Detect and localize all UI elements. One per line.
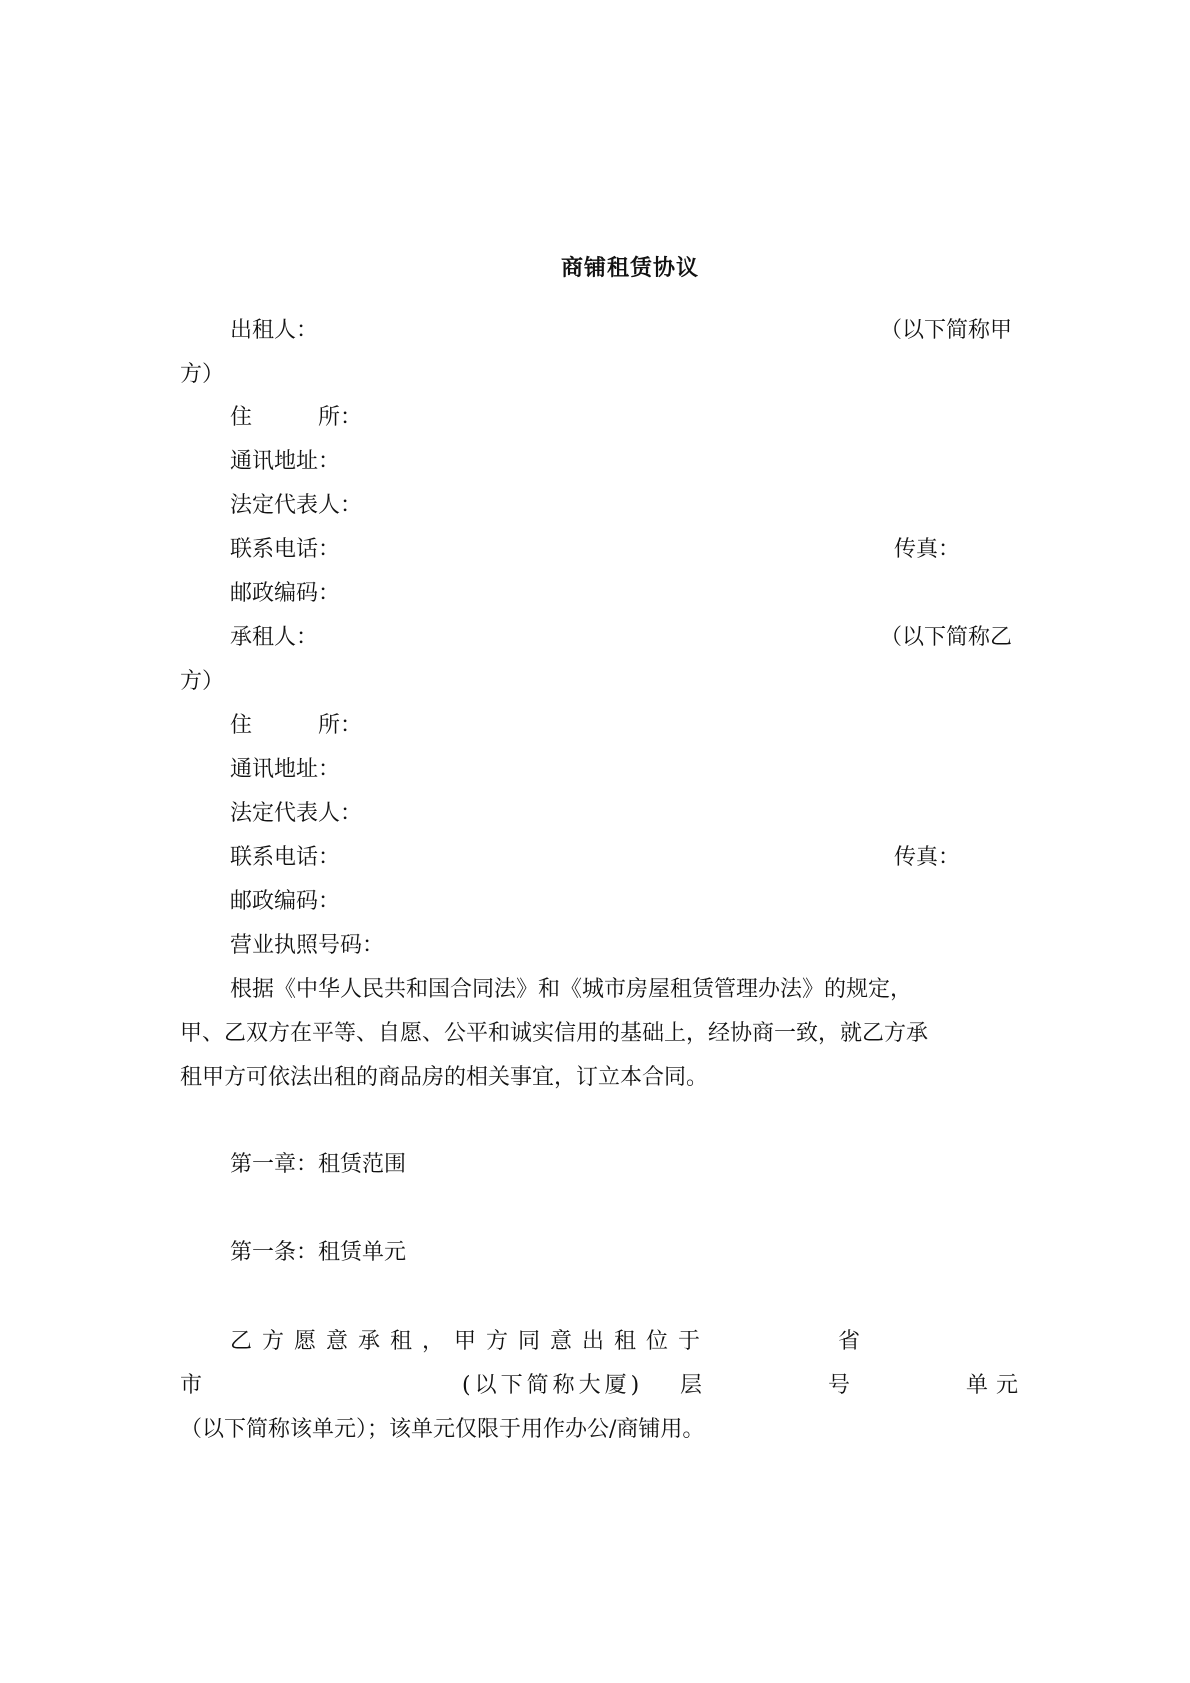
lessee-abbr-note-cont: 方） (180, 669, 225, 694)
clause-unit: 单元 (966, 1373, 1027, 1398)
lessor-mail-label: 通讯地址： (230, 449, 341, 474)
lessor-rep-label: 法定代表人： (230, 493, 363, 518)
lessor-address-label: 住 所： (230, 405, 363, 430)
lessee-license-label: 营业执照号码： (230, 933, 385, 958)
lessor-label: 出租人： (230, 318, 319, 343)
lessee-postcode-label: 邮政编码： (230, 889, 341, 914)
lessor-abbr-note: （以下简称甲 (879, 318, 1012, 343)
lessee-mail-label: 通讯地址： (230, 757, 341, 782)
preamble-line-3: 租甲方可依法出租的商品房的相关事宜，订立本合同。 (180, 1065, 709, 1090)
article-heading: 第一条：租赁单元 (230, 1240, 407, 1265)
lessee-fax-label: 传真： (894, 845, 961, 870)
clause-floor: 层 (680, 1373, 703, 1398)
clause-number: 号 (828, 1373, 851, 1398)
chapter-heading: 第一章：租赁范围 (230, 1152, 407, 1177)
lessee-label: 承租人： (230, 625, 319, 650)
lessor-fax-label: 传真： (894, 537, 961, 562)
lessee-abbr-note: （以下简称乙 (879, 625, 1012, 650)
lessor-abbr-note-cont: 方） (180, 362, 225, 387)
clause-building: (以下简称大厦) (462, 1373, 644, 1398)
clause-line-3: （以下简称该单元）；该单元仅限于用作办公/商铺用。 (180, 1417, 705, 1442)
preamble-line-2: 甲、乙双方在平等、自愿、公平和诚实信用的基础上，经协商一致，就乙方承 (180, 1021, 929, 1046)
clause-province: 省 (838, 1329, 861, 1354)
document-title: 商铺租赁协议 (560, 255, 699, 281)
lessee-address-label: 住 所： (230, 713, 363, 738)
lessee-phone-label: 联系电话： (230, 845, 341, 870)
lessor-postcode-label: 邮政编码： (230, 581, 341, 606)
clause-line-1: 乙方愿意承租，甲方同意出租位于 (230, 1329, 711, 1354)
lessee-rep-label: 法定代表人： (230, 801, 363, 826)
preamble-line-1: 根据《中华人民共和国合同法》和《城市房屋租赁管理办法》的规定， (230, 977, 913, 1002)
lessor-phone-label: 联系电话： (230, 537, 341, 562)
clause-city: 市 (180, 1373, 203, 1398)
